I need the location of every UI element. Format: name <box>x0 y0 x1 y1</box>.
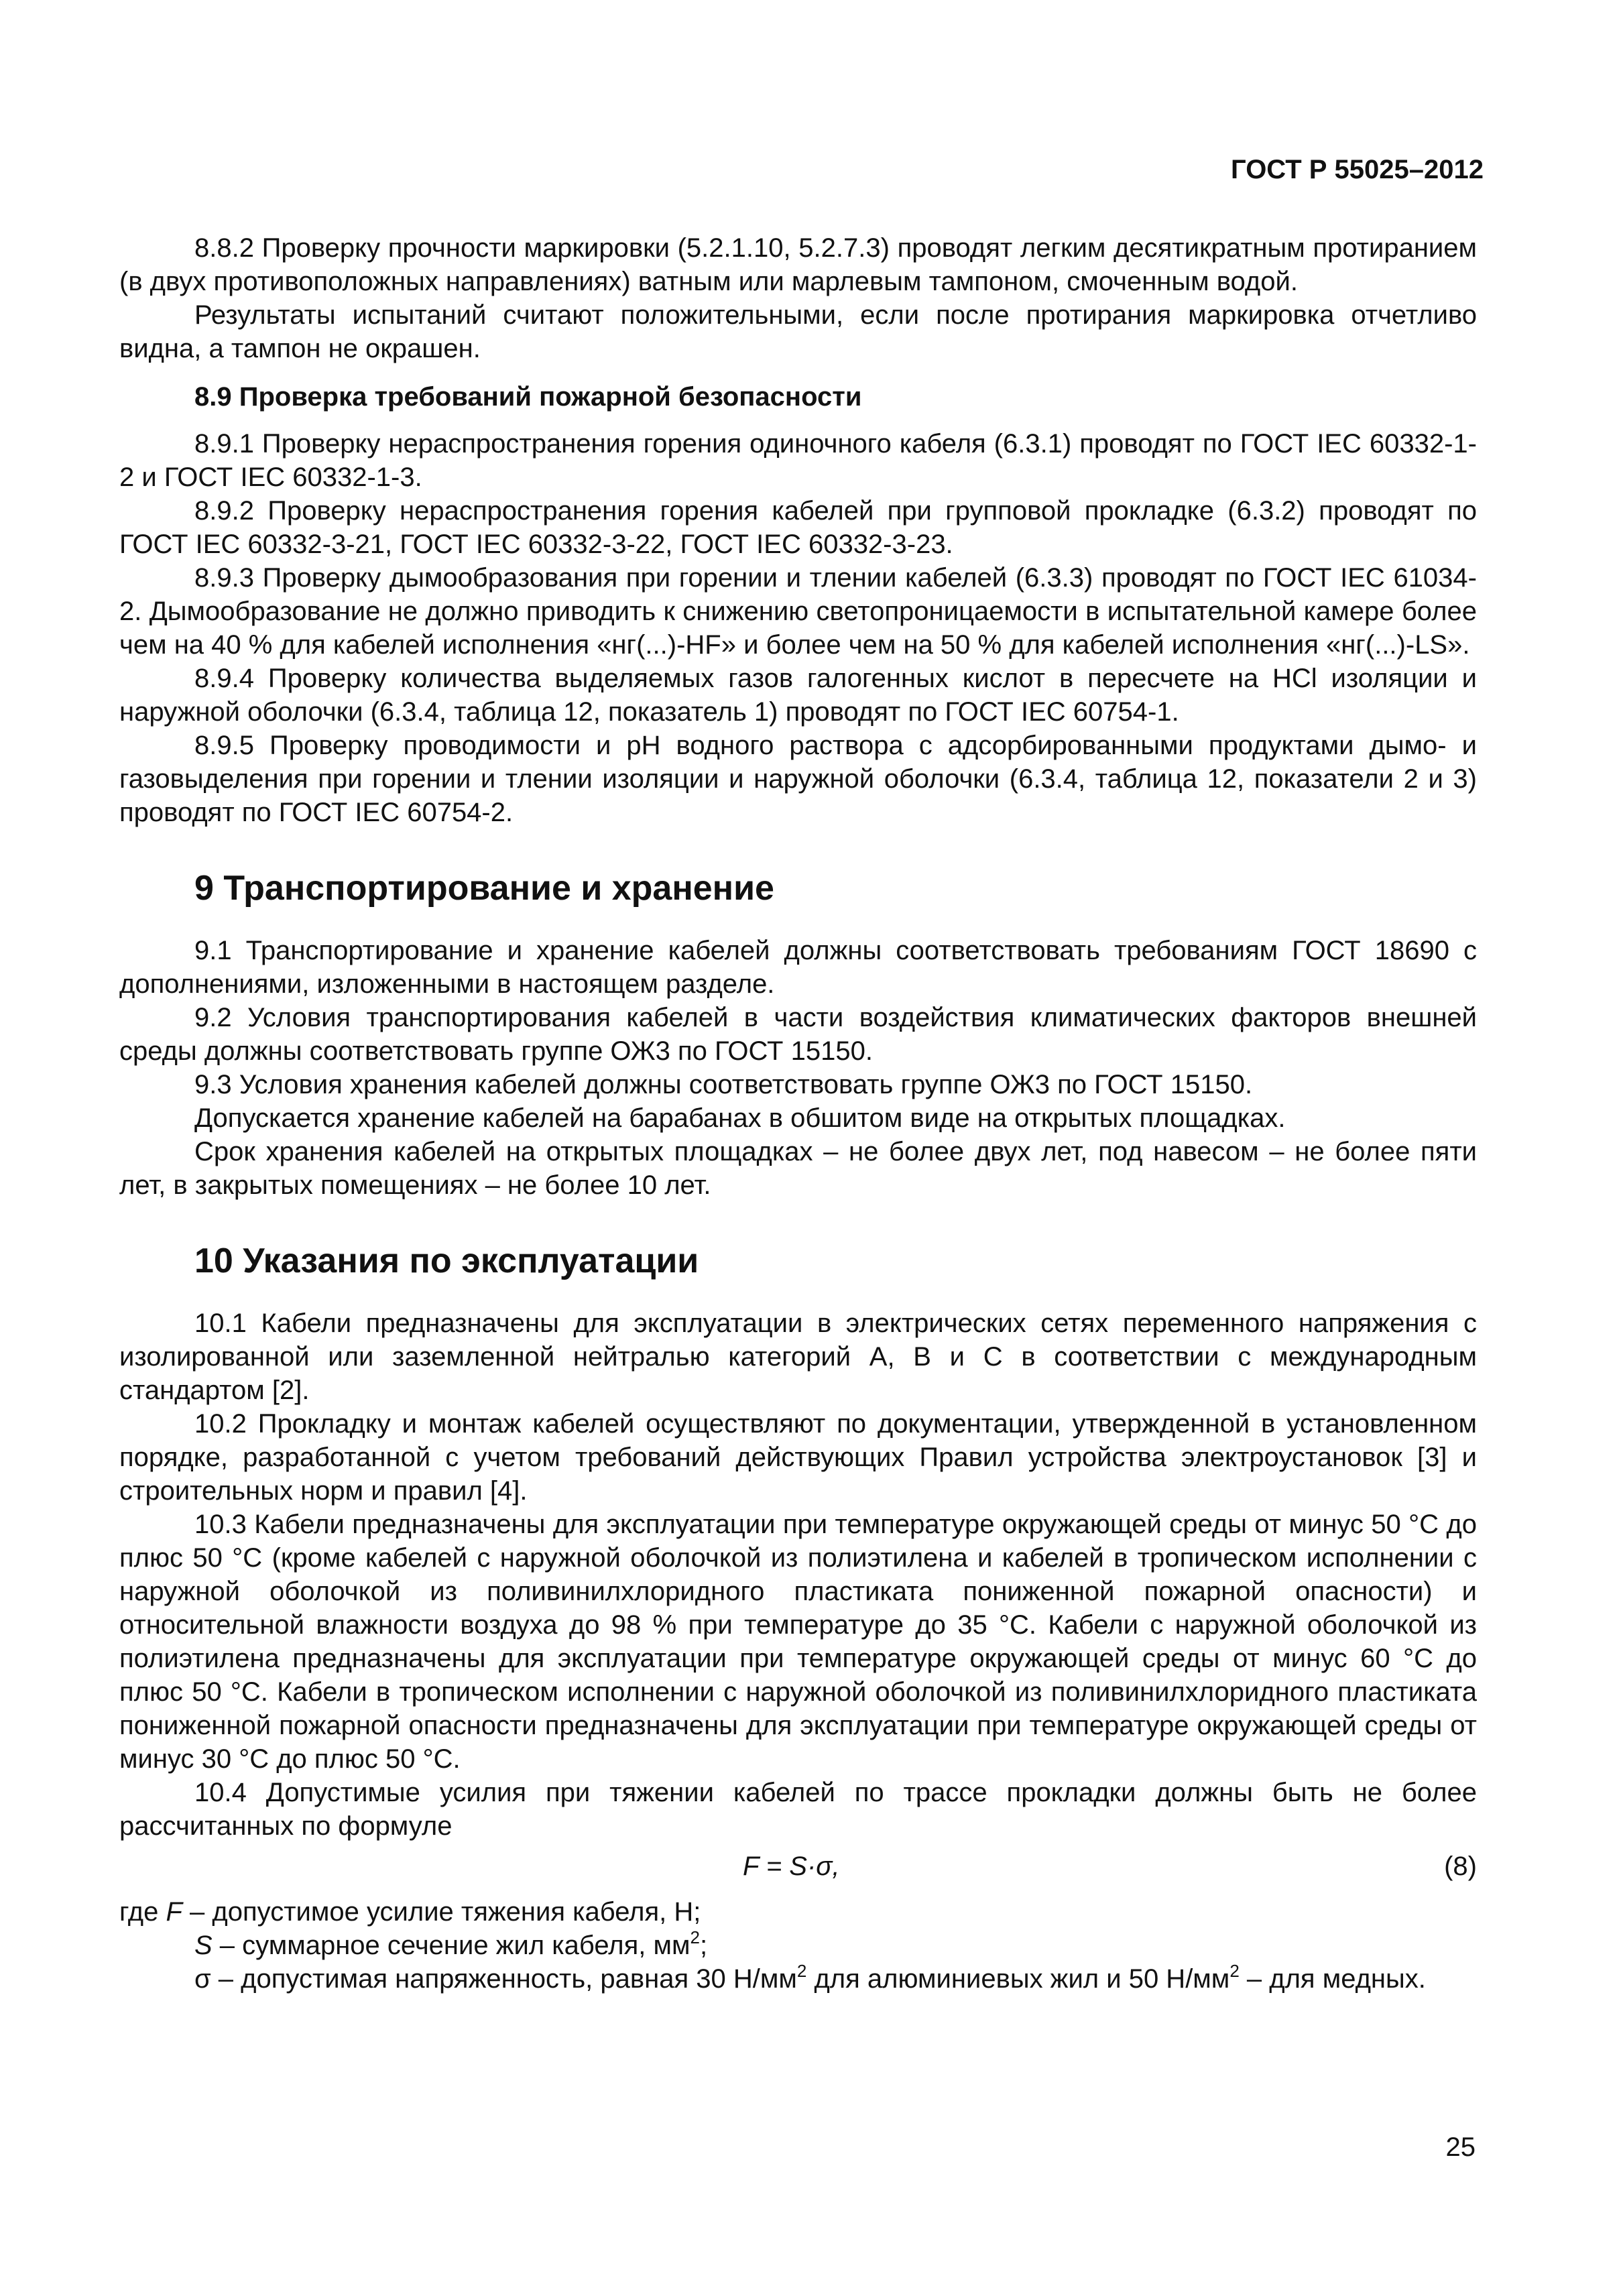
subheading-8-9: 8.9 Проверка требований пожарной безопасности <box>194 382 862 412</box>
section-heading-10: 10 Указания по эксплуатации <box>194 1242 699 1280</box>
paragraph-9-1: 9.1 Транспортирование и хранение кабелей должны соответствовать требованиям ГОСТ 18690 с дополнениями, изложенными в настоящем разделе. <box>119 936 1477 999</box>
paragraph-10-4: 10.4 Допустимые усилия при тяжении кабелей по трассе прокладки должны быть не более рассчитанных по формуле <box>119 1778 1477 1841</box>
paragraph-8-9-1: 8.9.1 Проверку нераспространения горения одиночного кабеля (6.3.1) проводят по ГОСТ IEC 60332-1-2 и ГОСТ IEC 60332-1-3. <box>119 429 1477 492</box>
legend-f-text: – допустимое усилие тяжения кабеля, Н; <box>182 1897 701 1927</box>
legend-s-text: – суммарное сечение жил кабеля, мм <box>212 1931 690 1960</box>
paragraph-8-9-2: 8.9.2 Проверку нераспространения горения кабелей при групповой прокладке (6.3.2) проводят по ГОСТ IEC 60332-3-21, ГОСТ IEC 60332-3-22, ГОСТ IEC 60332-3-23. <box>119 496 1477 559</box>
legend-sigma-sup-a: 2 <box>796 1961 807 1981</box>
legend-f-prefix: где <box>119 1897 166 1927</box>
document-header: ГОСТ Р 55025–2012 <box>1231 155 1484 184</box>
paragraph-8-8-2-result: Результаты испытаний считают положительными, если после протирания маркировка отчетливо видна, а тампон не окрашен. <box>119 300 1477 363</box>
paragraph-9-3-term: Срок хранения кабелей на открытых площадках – не более двух лет, под навесом – не более пяти лет, в закрытых помещениях – не более 10 лет. <box>119 1137 1477 1200</box>
legend-s-symbol: S <box>194 1931 213 1960</box>
paragraph-8-9-4: 8.9.4 Проверку количества выделяемых газов галогенных кислот в пересчете на HCl изоляции и наружной оболочки (6.3.4, таблица 12, показатель 1) проводят по ГОСТ IEC 60754-1. <box>119 664 1477 727</box>
legend-s-tail: ; <box>699 1931 708 1960</box>
legend-sigma-c: – для медных. <box>1239 1964 1426 1994</box>
paragraph-8-9-5: 8.9.5 Проверку проводимости и pH водного раствора с адсорбированными продуктами дымо- и газовыделения при горении и тлении изоляции и наружной оболочки (6.3.4, таблица 12, показатели 2 и 3) проводят по ГОСТ IEC 60754-2. <box>119 731 1477 827</box>
paragraph-8-8-2: 8.8.2 Проверку прочности маркировки (5.2.1.10, 5.2.7.3) проводят легким десятикратным протиранием (в двух противоположных направлениях) ватным или марлевым тампоном, смоченным водой. <box>119 233 1477 296</box>
formula-number: (8) <box>1444 1852 1477 1881</box>
formula-8 <box>119 1850 1477 1886</box>
document-body <box>119 231 1477 1996</box>
legend-sigma-a: σ – допустимая напряженность, равная 30 Н/мм <box>194 1964 797 1994</box>
legend-sigma <box>119 1962 1477 1996</box>
paragraph-8-9-3: 8.9.3 Проверку дымообразования при горении и тлении кабелей (6.3.3) проводят по ГОСТ IEC 61034-2. Дымообразование не должно приводить к снижению светопроницаемости в испытательной камере более чем на 40 % для кабелей исполнения «нг(...)-HF» и более чем на 50 % для кабелей исполнения «нг(...)-LS». <box>119 563 1477 660</box>
paragraph-10-2: 10.2 Прокладку и монтаж кабелей осуществляют по документации, утвержденной в установленном порядке, разработанной с учетом требований действующих Правил устройства электроустановок [3] и строительных норм и правил [4]. <box>119 1409 1477 1506</box>
page-number: 25 <box>1445 2132 1476 2162</box>
legend-s-sup: 2 <box>690 1927 700 1947</box>
paragraph-9-3: 9.3 Условия хранения кабелей должны соответствовать группе ОЖ3 по ГОСТ 15150. <box>194 1070 1253 1099</box>
legend-s <box>119 1929 1477 1962</box>
legend-sigma-b: для алюминиевых жил и 50 Н/мм <box>806 1964 1230 1994</box>
section-heading-9: 9 Транспортирование и хранение <box>194 869 774 908</box>
legend-f <box>119 1895 1477 1929</box>
paragraph-10-3: 10.3 Кабели предназначены для эксплуатации при температуре окружающей среды от минус 50 °С до плюс 50 °С (кроме кабелей с наружной оболочкой из полиэтилена и кабелей в тропическом исполнении с наружной оболочкой из поливинилхлоридного пластиката пониженной пожарной опасности) и относительной влажности воздуха до 98 % при температуре до 35 °С. Кабели с наружной оболочкой из полиэтилена предназначены для эксплуатации при температуре окружающей среды от минус 60 °С до плюс 50 °С. Кабели в тропическом исполнении с наружной оболочкой из поливинилхлоридного пластиката пониженной пожарной опасности предназначены для эксплуатации при температуре окружающей среды от минус 30 °С до плюс 50 °С. <box>119 1510 1477 1774</box>
legend-f-symbol: F <box>166 1897 182 1927</box>
legend-sigma-sup-b: 2 <box>1229 1961 1240 1981</box>
formula-legend <box>119 1895 1477 1996</box>
paragraph-9-3-drums: Допускается хранение кабелей на барабанах в обшитом виде на открытых площадках. <box>194 1103 1286 1133</box>
paragraph-9-2: 9.2 Условия транспортирования кабелей в части воздействия климатических факторов внешней среды должны соответствовать группе ОЖ3 по ГОСТ 15150. <box>119 1003 1477 1066</box>
paragraph-10-1: 10.1 Кабели предназначены для эксплуатации в электрических сетях переменного напряжения с изолированной или заземленной нейтралью категорий А, В и С в соответствии с международным стандартом [2]. <box>119 1309 1477 1405</box>
formula-expression: F = S·σ, <box>743 1852 840 1881</box>
